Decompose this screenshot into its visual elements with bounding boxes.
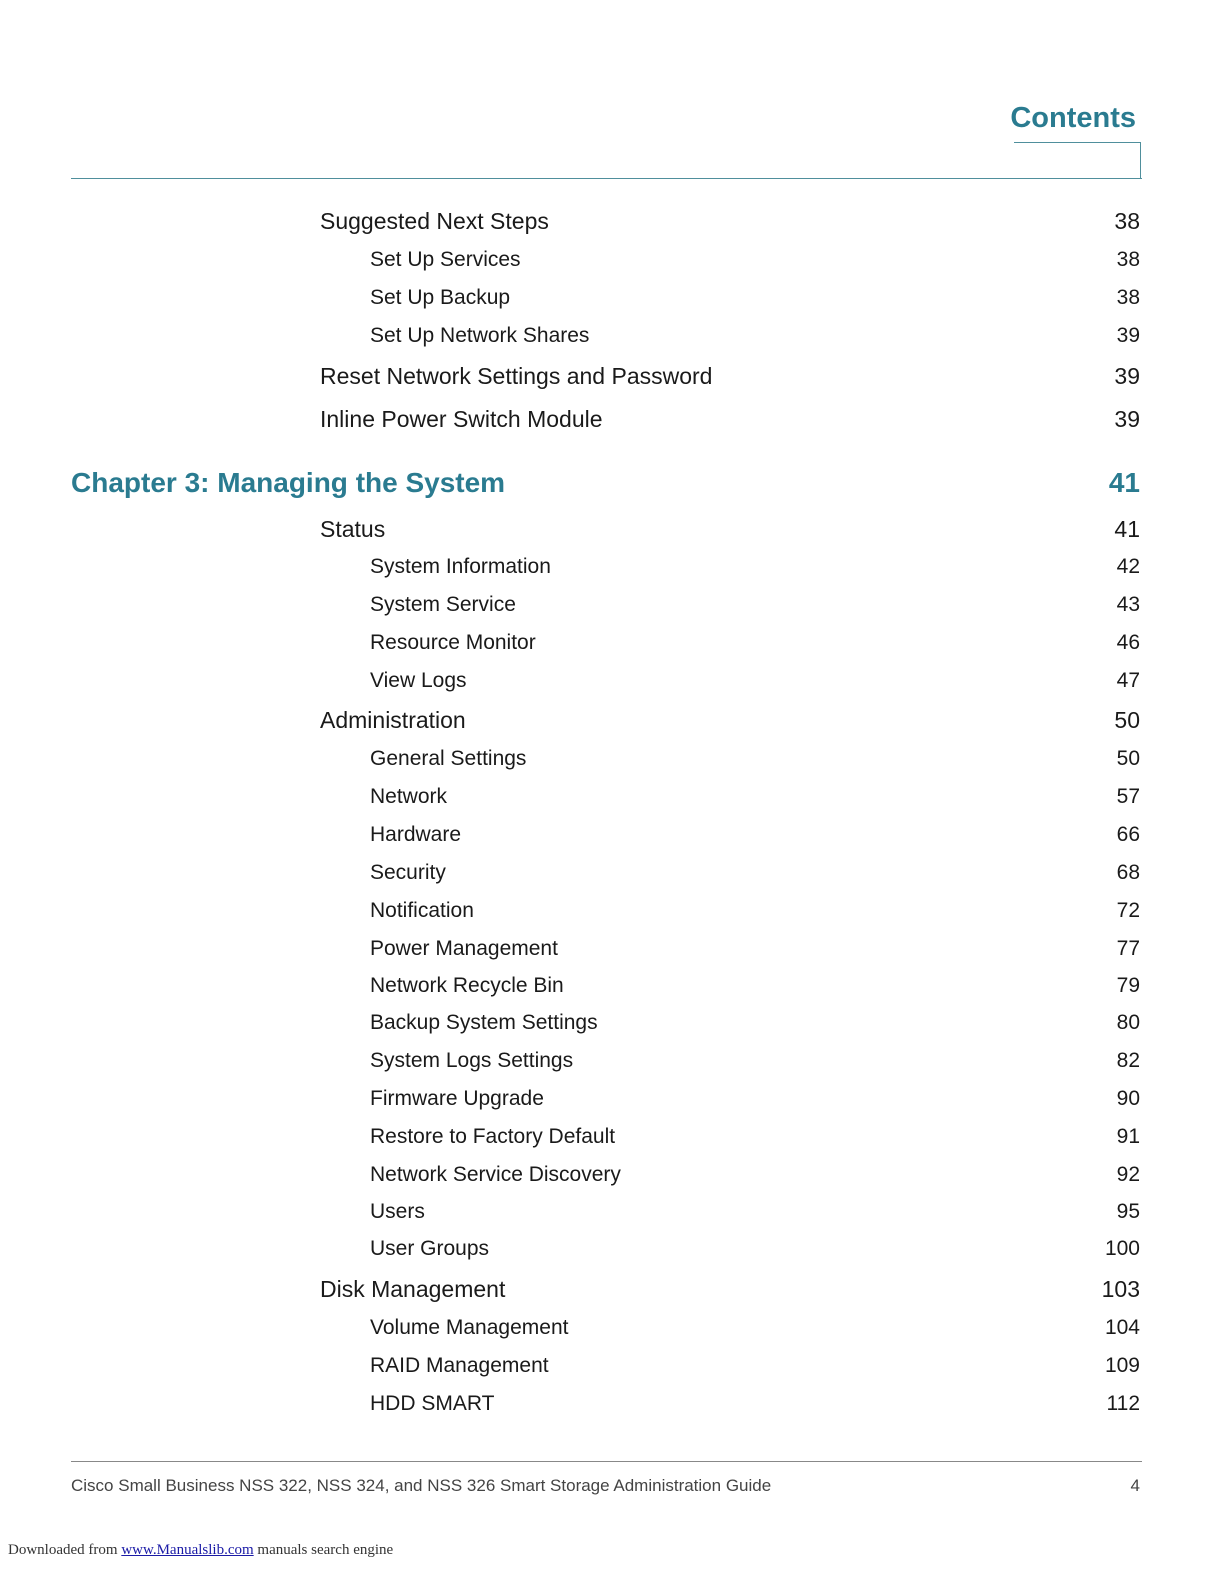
- toc-entry-page: 38: [1116, 248, 1140, 271]
- toc-entry-title: Resource Monitor: [370, 631, 536, 654]
- toc-entry-title: Set Up Services: [370, 248, 521, 271]
- toc-entry-title: Hardware: [370, 823, 462, 846]
- toc-entry-title: Volume Management: [370, 1316, 569, 1339]
- toc-entry-page: 38: [1116, 286, 1140, 309]
- toc-entry-title: Network: [370, 785, 448, 808]
- toc-entry-page: 112: [1106, 1392, 1140, 1415]
- toc-entry-page: 95: [1116, 1200, 1140, 1223]
- toc-entry-page: 92: [1116, 1163, 1140, 1186]
- toc-entry-title: Set Up Backup: [370, 286, 511, 309]
- toc-entry-title: Firmware Upgrade: [370, 1087, 544, 1110]
- header-tab-box: [1014, 142, 1141, 178]
- toc-entry-page: 100: [1104, 1237, 1140, 1260]
- toc-entry-page: 47: [1116, 669, 1140, 692]
- toc-entry-title: System Logs Settings: [370, 1049, 574, 1072]
- toc-entry-title: Set Up Network Shares: [370, 324, 590, 347]
- toc-entry-page: 39: [1114, 363, 1140, 389]
- page-title: Contents: [1010, 102, 1136, 134]
- footer-page-number: 4: [1130, 1476, 1140, 1495]
- toc-entry-title: User Groups: [370, 1237, 490, 1260]
- toc-entry-title: Administration: [320, 707, 466, 733]
- toc-entry-page: 41: [1114, 516, 1140, 542]
- toc-entry-title: Network Recycle Bin: [370, 974, 564, 997]
- toc-entry-page: 66: [1116, 823, 1140, 846]
- download-suffix: manuals search engine: [253, 1542, 394, 1558]
- toc-entry-page: 43: [1116, 593, 1140, 616]
- download-notice: [8, 1542, 393, 1559]
- toc-entry-page: 57: [1116, 785, 1140, 808]
- toc-entry-title: RAID Management: [370, 1354, 549, 1377]
- footer-title: Cisco Small Business NSS 322, NSS 324, and NSS 326 Smart Storage Administration Guide: [71, 1476, 772, 1495]
- toc-entry-page: 82: [1116, 1049, 1140, 1072]
- toc-entry-page: 46: [1116, 631, 1140, 654]
- toc-entry-title: System Information: [370, 555, 551, 578]
- toc-entry-title: Chapter 3: Managing the System: [71, 467, 506, 498]
- toc-entry-page: 39: [1116, 324, 1140, 347]
- toc-entry-page: 80: [1116, 1011, 1140, 1034]
- toc-entry-page: 41: [1108, 467, 1140, 498]
- toc-entry-title: Inline Power Switch Module: [320, 406, 603, 432]
- toc-entry-title: Power Management: [370, 937, 558, 960]
- toc-entry-page: 50: [1116, 747, 1140, 770]
- toc-entry-title: Restore to Factory Default: [370, 1125, 616, 1148]
- toc-entry-title: Notification: [370, 899, 474, 922]
- header-rule: [71, 178, 1142, 179]
- toc-entry-page: 50: [1114, 707, 1140, 733]
- toc-entry-page: 103: [1101, 1276, 1140, 1302]
- toc-entry-title: Users: [370, 1200, 425, 1223]
- toc-entry-title: Status: [320, 516, 386, 542]
- download-prefix: Downloaded from: [8, 1542, 122, 1558]
- toc-entry-page: 72: [1116, 899, 1140, 922]
- toc-entry-page: 79: [1116, 974, 1140, 997]
- footer-rule: [71, 1461, 1142, 1462]
- toc-entry-title: System Service: [370, 593, 516, 616]
- toc-entry-title: Network Service Discovery: [370, 1163, 621, 1186]
- manualslib-link[interactable]: www.Manualslib.com: [121, 1542, 254, 1558]
- toc-entry-page: 90: [1116, 1087, 1140, 1110]
- toc-entry-title: HDD SMART: [370, 1392, 495, 1415]
- toc-entry-title: Reset Network Settings and Password: [320, 363, 713, 389]
- toc-entry-page: 104: [1104, 1316, 1140, 1339]
- toc-entry-page: 68: [1116, 861, 1140, 884]
- toc-entry-page: 91: [1116, 1125, 1140, 1148]
- toc-entry-page: 38: [1114, 208, 1140, 234]
- toc-entry-title: Disk Management: [320, 1276, 506, 1302]
- toc-entry-page: 39: [1114, 406, 1140, 432]
- toc-entry-page: 109: [1104, 1354, 1140, 1377]
- toc-entry-page: 77: [1116, 937, 1140, 960]
- toc-entry-title: Security: [370, 861, 446, 884]
- toc-entry-title: Backup System Settings: [370, 1011, 598, 1034]
- toc-entry-title: General Settings: [370, 747, 527, 770]
- toc-entry-title: View Logs: [370, 669, 467, 692]
- toc-entry-page: 42: [1116, 555, 1140, 578]
- toc-entry-title: Suggested Next Steps: [320, 208, 549, 234]
